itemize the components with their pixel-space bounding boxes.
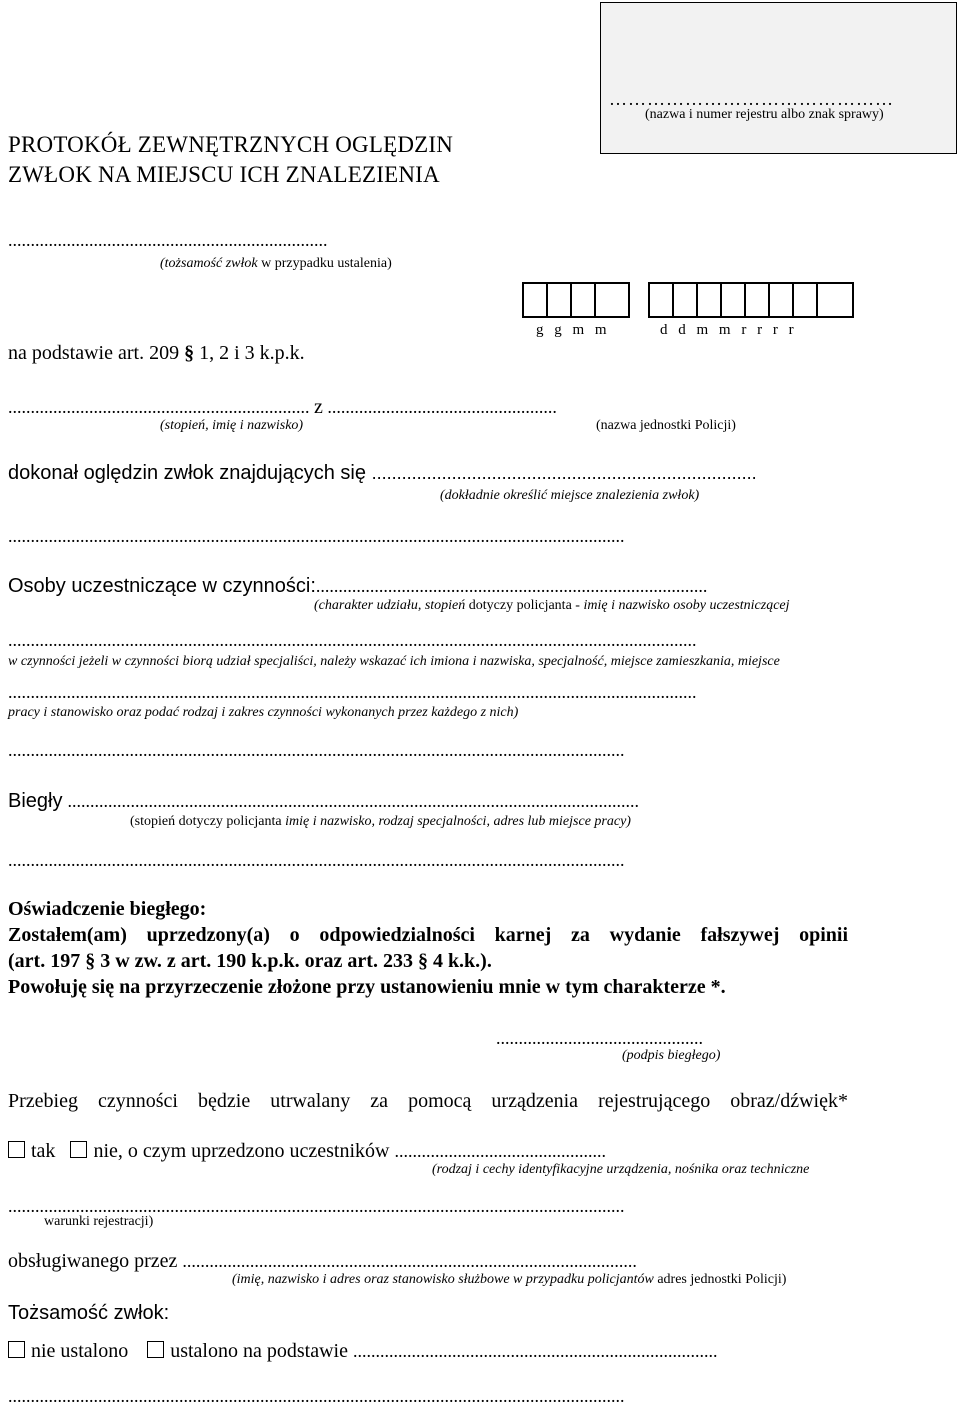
participants-dots3[interactable]: ......................................................................................................................................................... [8, 682, 697, 702]
declaration-line1: Zostałem(am) uprzedzony(a) o odpowiedzialności karnej za wydanie fałszywej opinii [8, 924, 848, 946]
participants-line[interactable] [8, 575, 707, 598]
location-line[interactable] [8, 462, 757, 485]
expert-caption [130, 814, 631, 830]
option-no-label: nie, o czym uprzedzono uczestników [93, 1140, 390, 1162]
participants-label: Osoby uczestniczące w czynności: [8, 575, 316, 597]
participants-caption1-c: - imię i nazwisko osoby uczestniczącej [571, 598, 790, 613]
checkbox-not-established[interactable] [8, 1341, 25, 1358]
recording-device-dots[interactable]: ............................................... [394, 1141, 606, 1161]
case-register-dots: ……………………………………… [609, 89, 894, 109]
participants-caption1 [314, 598, 790, 614]
expert-label: Biegły [8, 790, 63, 812]
digit-cell[interactable] [674, 284, 698, 316]
digit-cell[interactable] [572, 284, 596, 316]
officer-z: z [314, 396, 323, 418]
document-title-line1: PROTOKÓŁ ZEWNĘTRZNYCH OGLĘDZIN [8, 132, 454, 157]
identity-caption [160, 256, 392, 272]
operator-dots[interactable]: ..................................................................................................... [182, 1251, 637, 1271]
identity-caption-italic: (tożsamość zwłok [160, 256, 258, 271]
legal-basis-prefix: na podstawie art. 209 [8, 342, 180, 364]
time-labels: g g m m [536, 322, 607, 338]
document-title-line2: ZWŁOK NA MIEJSCU ICH ZNALEZIENIA [8, 162, 440, 187]
identity-dots[interactable]: ....................................................................... [8, 230, 328, 250]
case-register-box[interactable] [600, 2, 957, 154]
expert-line[interactable] [8, 790, 639, 813]
participants-dots2[interactable]: ......................................................................................................................................................... [8, 630, 697, 650]
participants-dots[interactable]: ....................................................................................... [315, 576, 708, 596]
checkbox-yes[interactable] [8, 1141, 25, 1158]
declaration-line2 [8, 950, 492, 973]
option-not-established-label: nie ustalono [31, 1340, 129, 1362]
time-digit-boxes[interactable] [522, 282, 630, 318]
participants-caption2 [8, 654, 780, 670]
checkbox-established[interactable] [147, 1341, 164, 1358]
checkbox-no[interactable] [70, 1141, 87, 1158]
expert-caption-b: dotyczy policjanta [175, 814, 282, 829]
legal-basis [8, 342, 305, 365]
officer-name-caption: (stopień, imię i nazwisko) [160, 418, 304, 433]
operator-caption-c: adres jednostki Policji) [653, 1272, 787, 1287]
digit-cell[interactable] [722, 284, 746, 316]
officer-unit-dots[interactable]: ................................................... [327, 397, 557, 417]
legal-basis-suffix: 1, 2 i 3 k.p.k. [199, 342, 305, 364]
officer-unit-caption: (nazwa jednostki Policji) [596, 418, 736, 433]
recording-caption2: warunki rejestracji) [44, 1214, 154, 1229]
identity-dots2[interactable]: ......................................................................................................................................... [8, 1386, 625, 1406]
digit-cell[interactable] [818, 284, 842, 316]
case-register-caption: (nazwa i numer rejestru albo znak sprawy) [645, 107, 884, 122]
digit-cell[interactable] [596, 284, 620, 316]
identity-basis-dots[interactable]: ................................................................................. [352, 1341, 718, 1361]
digit-cell[interactable] [524, 284, 548, 316]
officer-name-dots[interactable]: ................................................................... [8, 397, 310, 417]
operator-caption-a: (imię, nazwisko i adres oraz stanowisko służbowe [232, 1272, 510, 1287]
recording-dots2[interactable]: ......................................................................................................................................... [8, 1196, 625, 1216]
digit-cell[interactable] [698, 284, 722, 316]
participants-dots4[interactable]: ......................................................................................................................................... [8, 740, 625, 760]
expert-caption-a: (stopień [130, 814, 176, 829]
recording-caption: (rodzaj i cechy identyfikacyjne urządzenia, nośnika oraz techniczne [432, 1162, 810, 1177]
declaration-line3: Powołuję się na przyrzeczenie złożone przy ustanowieniu mnie w tym charakterze *. [8, 976, 726, 998]
operator-label: obsługiwanego przez [8, 1250, 178, 1272]
section-sign: § [417, 950, 428, 972]
declaration-line2-b: 3 w zw. z art. 190 k.p.k. oraz art. 233 [100, 950, 413, 972]
operator-caption-b: w przypadku policjantów [509, 1272, 654, 1287]
digit-cell[interactable] [770, 284, 794, 316]
identity-options[interactable] [8, 1340, 717, 1363]
participants-caption1-a: (charakter udziału, stopień [314, 598, 466, 613]
officer-line[interactable] [8, 396, 557, 419]
participants-caption1-b: dotyczy policjanta [465, 598, 572, 613]
option-established-label: ustalono na podstawie [170, 1340, 348, 1362]
digit-cell[interactable] [548, 284, 572, 316]
participants-caption3: pracy i stanowisko oraz podać rodzaj i zakres czynności wykonanych przez każdego z nich) [8, 705, 519, 720]
recording-line: Przebieg czynności będzie utrwalany za pomocą urządzenia rejestrującego obraz/dźwięk* [8, 1090, 848, 1112]
expert-dots[interactable]: ............................................................................................................................... [67, 791, 639, 811]
expert-caption-c: imię i nazwisko, rodzaj specjalności, adres lub miejsce pracy) [285, 814, 631, 829]
signature-dots[interactable]: .............................................. [496, 1028, 703, 1048]
identity-section-label: Tożsamość zwłok: [8, 1302, 170, 1324]
location-label: dokonał oględzin zwłok znajdujących się [8, 462, 366, 484]
location-caption: (dokładnie określić miejsce znalezienia zwłok) [440, 488, 700, 503]
declaration-heading: Oświadczenie biegłego: [8, 898, 207, 920]
location-dots-line2[interactable]: ......................................................................................................................................... [8, 526, 625, 546]
digit-cell[interactable] [746, 284, 770, 316]
participants-caption2-a: w czynności [8, 654, 76, 669]
recording-options[interactable] [8, 1140, 606, 1163]
section-sign: § [184, 342, 195, 364]
identity-caption-rest: w przypadku ustalenia) [257, 256, 392, 271]
declaration-line2-a: (art. 197 [8, 950, 81, 972]
date-digit-boxes[interactable] [648, 282, 854, 318]
digit-cell[interactable] [650, 284, 674, 316]
location-dots[interactable]: ............................................................................. [371, 463, 757, 483]
operator-line[interactable] [8, 1250, 637, 1273]
signature-caption: (podpis biegłego) [622, 1048, 721, 1063]
declaration-line2-c: 4 k.k.). [432, 950, 492, 972]
digit-cell[interactable] [794, 284, 818, 316]
expert-dots2[interactable]: ......................................................................................................................................... [8, 850, 625, 870]
date-labels: d d m m r r r r [660, 322, 794, 338]
option-yes-label: tak [31, 1140, 56, 1162]
operator-caption [232, 1272, 786, 1288]
section-sign: § [85, 950, 96, 972]
participants-caption2-b: jeżeli w czynności biorą udział specjaliści, należy wskazać ich imiona i nazwiska, specjalność, miejsce zamieszkania, miejsce [78, 654, 780, 669]
